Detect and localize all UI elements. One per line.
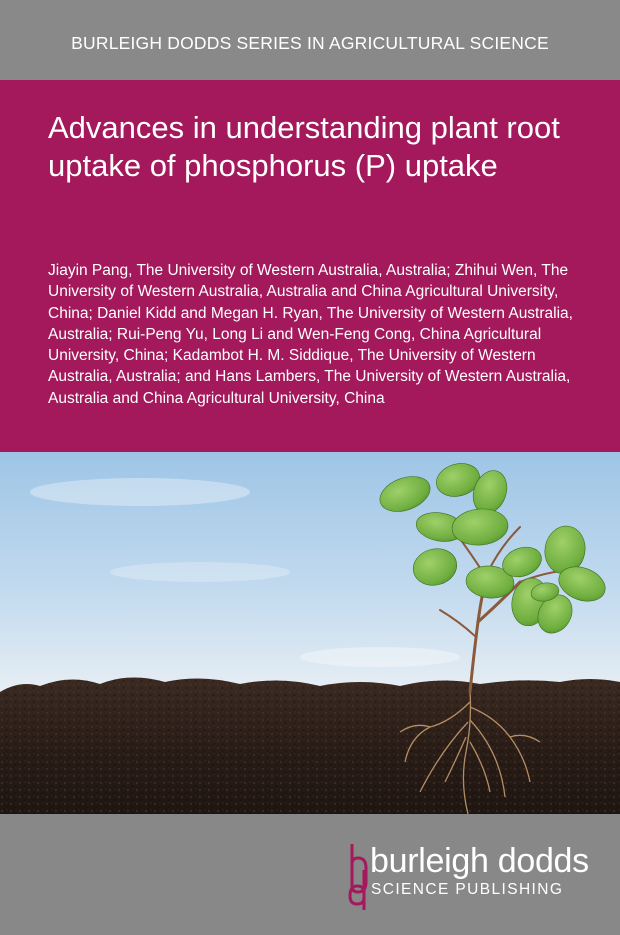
book-title: Advances in understanding plant root uptake of phosphorus (P) uptake [48,110,560,183]
series-name: BURLEIGH DODDS SERIES IN AGRICULTURAL SCIENCE [71,33,549,53]
seedling-photo [0,452,620,814]
publisher-name: burleigh dodds [370,842,589,880]
book-authors: Jiayin Pang, The University of Western Australia, Australia; Zhihui Wen, The University of Western Australia, Australia and China Agricultural University, China; Daniel Kidd and Megan H. Ryan, The University of Western Australia, Australia; Rui-Peng Yu, Long Li and Wen-Feng Cong, China Agricultural University, China; Kadambot H. M. Siddique, The University of Western Australia, Australia; and Hans Lambers, The University of Western Australia, Australia and China Agricultural University, China [48,262,573,407]
publisher-tagline: SCIENCE PUBLISHING [371,881,564,898]
series-band [0,0,620,80]
